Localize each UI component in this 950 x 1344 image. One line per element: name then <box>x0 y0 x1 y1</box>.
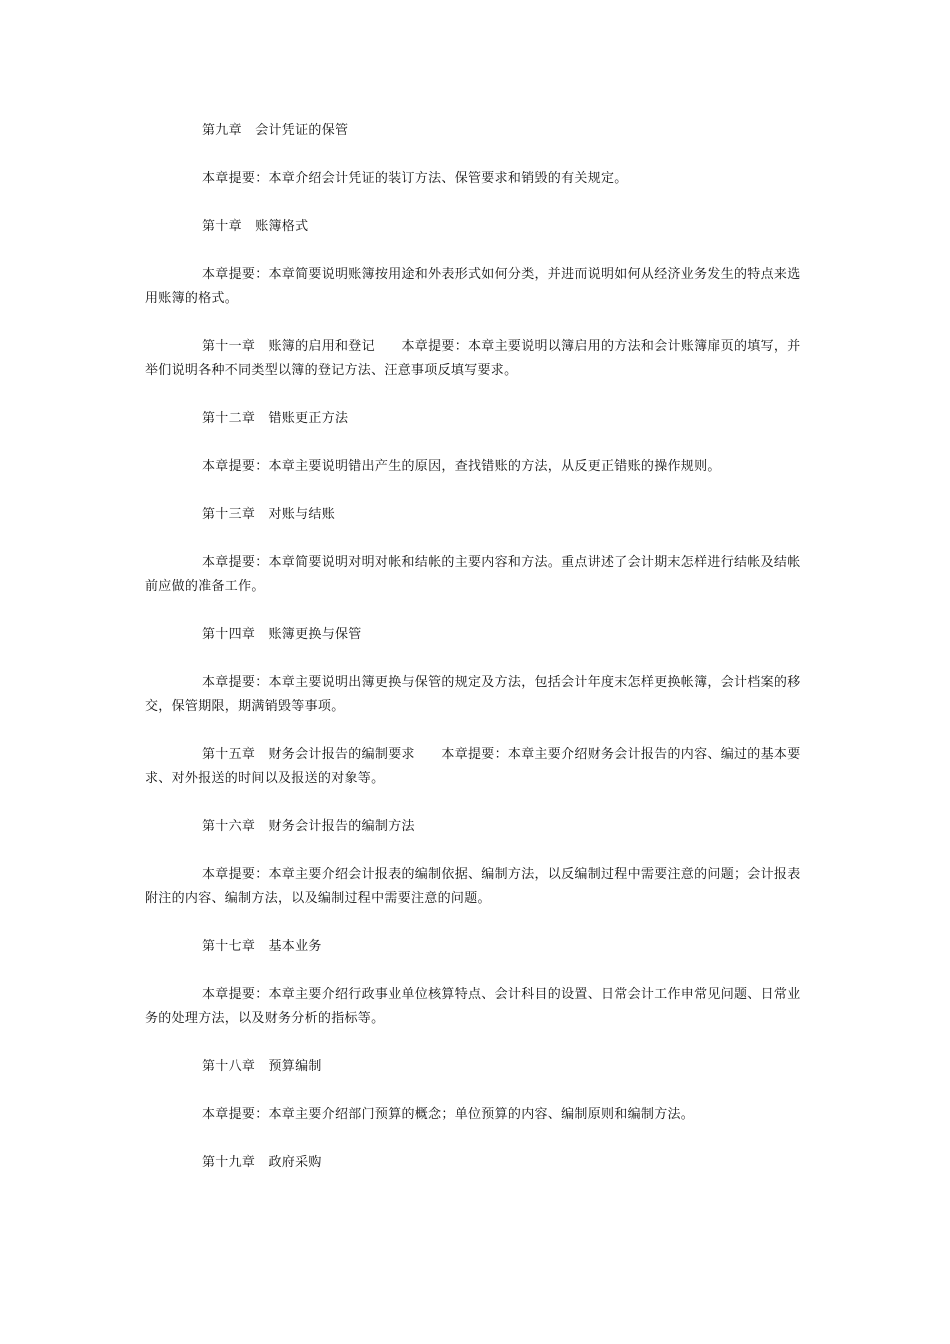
chapter-summary: 本章提要：本章简要说明账簿按用途和外表形式如何分类，并进而说明如何从经济业务发生的特点来选用账簿的格式。 <box>145 267 801 306</box>
chapter-heading: 第十三章 对账与结账 <box>202 507 336 522</box>
chapter-heading: 第十九章 政府采购 <box>202 1155 322 1170</box>
chapter-heading: 第九章 会计凭证的保管 <box>202 123 349 138</box>
chapter-heading: 第十八章 预算编制 <box>202 1059 322 1074</box>
chapter-summary: 本章提要：本章主要介绍部门预算的概念；单位预算的内容、编制原则和编制方法。 <box>202 1107 695 1122</box>
chapter-heading: 第十四章 账簿更换与保管 <box>202 627 362 642</box>
document-page <box>145 119 805 1199</box>
chapter-summary: 本章提要：本章主要介绍行政事业单位核算特点、会计科目的设置、日常会计工作申常见问题、日常业务的处理方法，以及财务分析的指标等。 <box>145 987 801 1026</box>
chapter-heading-with-summary: 第十一章 账簿的启用和登记 本章提要：本章主要说明以簿启用的方法和会计账簿扉页的填写，并举们说明各种不同类型以簿的登记方法、汪意事项反填写要求。 <box>145 339 801 378</box>
chapter-summary: 本章提要：本章简要说明对明对帐和结帐的主要内容和方法。重点讲述了会计期末怎样进行结帐及结帐前应做的准备工作。 <box>145 555 801 594</box>
chapter-heading: 第十七章 基本业务 <box>202 939 322 954</box>
chapter-summary: 本章提要：本章主要说明错出产生的原因，查找错账的方法，从反更正错账的操作规则。 <box>202 459 721 474</box>
chapter-summary: 本章提要：本章介绍会计凭证的装订方法、保管要求和销毁的有关规定。 <box>202 171 628 186</box>
chapter-heading: 第十章 账簿格式 <box>202 219 309 234</box>
chapter-summary: 本章提要：本章主要说明出簿更换与保管的规定及方法，包括会计年度末怎样更换帐簿，会计档案的移交，保管期限，期满销毁等事项。 <box>145 675 801 714</box>
chapter-heading: 第十六章 财务会计报告的编制方法 <box>202 819 415 834</box>
chapter-heading-with-summary: 第十五章 财务会计报告的编制要求 本章提要：本章主要介绍财务会计报告的内容、编过的基本要求、对外报送的时间以及报送的对象等。 <box>145 747 801 786</box>
chapter-heading: 第十二章 错账更正方法 <box>202 411 349 426</box>
chapter-summary: 本章提要：本章主要介绍会计报表的编制依据、编制方法，以反编制过程中需要注意的问题；会计报表附注的内容、编制方法，以及编制过程中需要注意的问题。 <box>145 867 801 906</box>
